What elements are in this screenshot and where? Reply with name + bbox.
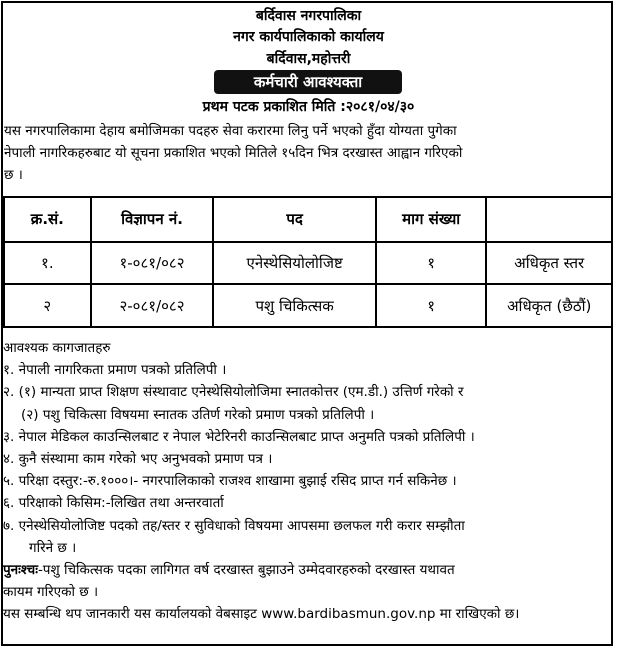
col-header-advert-no: विज्ञापन नं. (91, 197, 214, 242)
table-row (4, 284, 612, 327)
contact-text: यस सम्बन्धि थप जानकारी यस कार्यालयको वेबसाइट (3, 606, 262, 623)
intro-line: छ । (4, 167, 23, 183)
requirements-section (3, 337, 613, 626)
postscript-label: पुनःश्चः (3, 562, 38, 579)
table-row (4, 242, 612, 285)
requirement-item: ७. एनेस्थेसियोलोजिष्ट पदको तह/स्तर र सुविधाको विषयमा आपसमा छलफल गरी करार सम्झौता (3, 517, 465, 534)
requirement-item: २. (१) मान्यता प्राप्त शिक्षण संस्थावाट एनेस्थेसियोलोजिमा स्नातकोत्तर (एम.डी.) उत्तिर्ण गरेको र (3, 384, 464, 401)
intro-paragraph (4, 120, 610, 186)
publication-date: प्रथम पटक प्रकाशित मिति :२०८१/०४/३० (202, 99, 415, 115)
cell-serial: २ (4, 284, 91, 327)
requirements-heading: आवश्यक कागजातहरु (3, 340, 111, 356)
cell-demand: १ (376, 284, 487, 327)
postscript-note-cont: कायम गरिएको छ । (3, 584, 99, 601)
intro-line: नेपाली नागरिकहरुबाट यो सूचना प्रकाशित भएको मितिले १५दिन भित्र दरखास्त आह्वान गरिएको (4, 145, 463, 161)
postscript-note (3, 559, 613, 581)
cell-advert-no: २-०८१/०८२ (91, 284, 214, 327)
requirement-item: ५. परिक्षा दस्तुर:-रु.१०००।- नगरपालिकाको राजश्व शाखामा बुझाई रसिद प्राप्त गर्न सकिनेछ । (3, 473, 457, 490)
requirement-item: ३. नेपाल मेडिकल काउन्सिलबाट र नेपाल भेटेरिनरी काउन्सिलबाट प्राप्त अनुमति पत्रको प्रतिलिपी । (3, 428, 475, 445)
requirement-item: ४. कुनै संस्थामा काम गरेको भए अनुभवको प्रमाण पत्र । (3, 451, 273, 468)
municipality-name: बर्दिवास नगरपालिका (255, 8, 362, 24)
table-header-row (4, 197, 612, 242)
website-link[interactable]: www.bardibasmun.gov.np (261, 606, 436, 623)
col-header-level (486, 197, 612, 242)
office-location: बर्दिवास,महोत्तरी (266, 51, 351, 67)
requirement-item: १. नेपाली नागरिकता प्रमाण पत्रको प्रतिलिपी । (3, 362, 227, 379)
contact-line (3, 603, 613, 625)
office-name: नगर कार्यपालिकाको कार्यालय (233, 29, 384, 45)
requirement-item: गरिने छ । (29, 539, 77, 556)
requirement-item: ६. परिक्षाको किसिम:-लिखित तथा अन्तरवार्ता (3, 495, 224, 512)
notice-title-banner: कर्मचारी आवश्यक्ता (214, 70, 402, 94)
postscript-text: -पशु चिकित्सक पदका लागिगत वर्ष दरखास्त बुझाउने उम्मेदवारहरुको दरखास्त यथावत (37, 562, 455, 579)
cell-post: एनेस्थेसियोलोजिष्ट (213, 242, 376, 285)
col-header-demand: माग संख्या (376, 197, 487, 242)
vacancy-table (3, 196, 613, 328)
contact-suffix: मा राखिएको छ। (435, 606, 520, 623)
cell-level: अधिकृत स्तर (486, 242, 612, 285)
col-header-post: पद (213, 197, 376, 242)
cell-serial: १. (4, 242, 91, 285)
cell-demand: १ (376, 242, 487, 285)
col-header-serial: क्र.सं. (4, 197, 91, 242)
intro-line: यस नगरपालिकामा देहाय बमोजिमका पदहरु सेवा करारमा लिनु पर्ने भएको हुँदा योग्यता पुगेका (4, 123, 457, 139)
cell-post: पशु चिकित्सक (213, 284, 376, 327)
cell-advert-no: १-०८१/०८२ (91, 242, 214, 285)
cell-level: अधिकृत (छैठौं) (486, 284, 612, 327)
requirement-item: (२) पशु चिकित्सा विषयमा स्नातक उतिर्ण गरेको प्रमाण पत्रको प्रतिलिपी । (21, 406, 375, 423)
